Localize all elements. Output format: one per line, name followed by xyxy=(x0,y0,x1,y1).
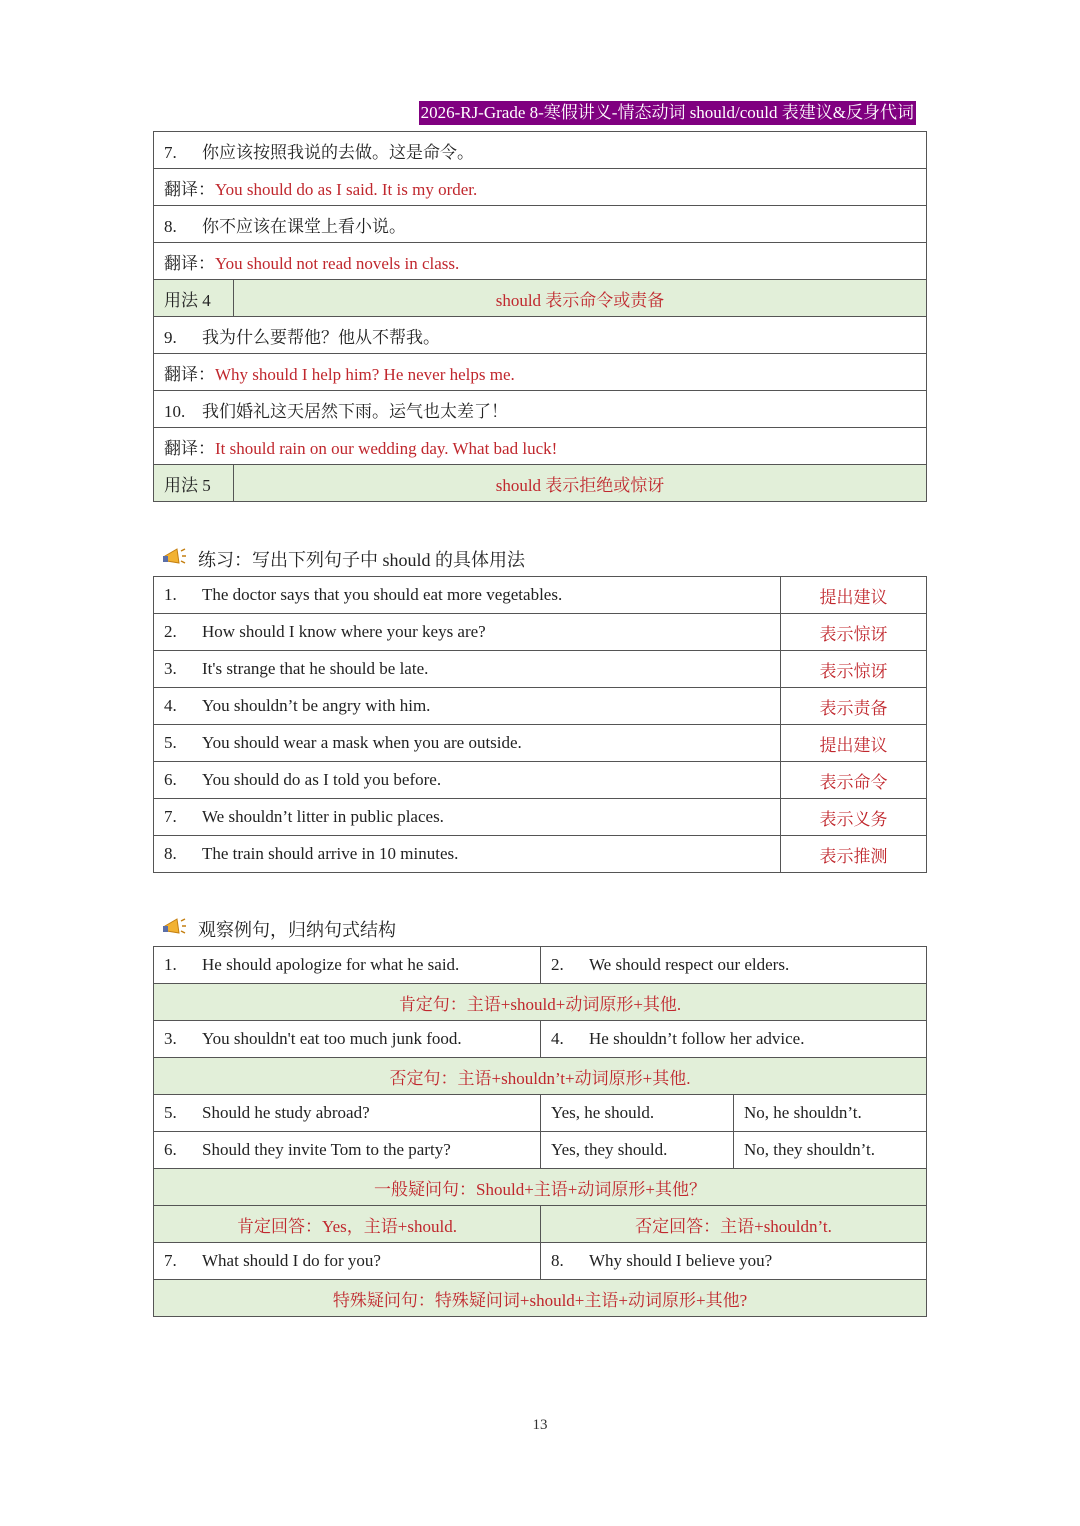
practice-sentence: The train should arrive in 10 minutes. xyxy=(202,844,459,863)
practice-answer: 表示命令 xyxy=(781,762,927,799)
table-row xyxy=(154,1243,927,1280)
translation-text: You should not read novels in class. xyxy=(215,253,460,273)
special-question-rule: 特殊疑问句：特殊疑问词+should+主语+动词原形+其他? xyxy=(154,1280,927,1317)
usage-table xyxy=(153,131,927,502)
table-row xyxy=(154,799,927,836)
question-sentence: Should he study abroad? xyxy=(202,1103,370,1122)
row-number: 5. xyxy=(164,733,177,752)
megaphone-icon xyxy=(162,547,188,569)
document-header-title: 2026-RJ-Grade 8-寒假讲义-情态动词 should/could 表建议&反身代词 xyxy=(419,101,916,125)
usage-label: 用法 4 xyxy=(154,280,234,317)
example-sentence: We should respect our elders. xyxy=(589,955,790,974)
table-row xyxy=(154,725,927,762)
translation-label: 翻译： xyxy=(164,253,215,273)
table-row xyxy=(154,947,927,984)
practice-sentence: How should I know where your keys are? xyxy=(202,622,486,641)
positive-answer-rule: 肯定回答：Yes，主语+should. xyxy=(154,1206,541,1243)
usage-description: should 表示拒绝或惊讶 xyxy=(234,465,927,502)
affirmative-rule: 肯定句：主语+should+动词原形+其他. xyxy=(154,984,927,1021)
translation-text: Why should I help him? He never helps me. xyxy=(215,364,515,384)
row-number: 8. xyxy=(551,1251,564,1270)
chinese-sentence: 我们婚礼这天居然下雨。运气也太差了！ xyxy=(202,401,508,421)
table-row xyxy=(154,317,927,354)
practice-sentence: We shouldn’t litter in public places. xyxy=(202,807,444,826)
chinese-sentence: 你不应该在课堂上看小说。 xyxy=(202,216,406,236)
practice-sentence: It's strange that he should be late. xyxy=(202,659,429,678)
practice-answer: 提出建议 xyxy=(781,577,927,614)
general-question-rule: 一般疑问句：Should+主语+动词原形+其他？ xyxy=(154,1169,927,1206)
structure-title-text: 观察例句，归纳句式结构 xyxy=(198,920,396,940)
row-number: 8. xyxy=(164,216,177,236)
yes-answer: Yes, they should. xyxy=(541,1132,734,1169)
no-answer: No, he shouldn’t. xyxy=(734,1095,927,1132)
row-number: 2. xyxy=(551,955,564,974)
example-sentence: Why should I believe you? xyxy=(589,1251,773,1270)
practice-answer: 表示义务 xyxy=(781,799,927,836)
chinese-sentence: 我为什么要帮他？他从不帮我。 xyxy=(202,327,440,347)
row-number: 7. xyxy=(164,1251,177,1270)
question-sentence: Should they invite Tom to the party? xyxy=(202,1140,451,1159)
usage-row xyxy=(154,465,927,502)
yes-answer: Yes, he should. xyxy=(541,1095,734,1132)
row-number: 2. xyxy=(164,622,177,641)
rule-row xyxy=(154,1058,927,1095)
usage-label: 用法 5 xyxy=(154,465,234,502)
table-row xyxy=(154,243,927,280)
row-number: 7. xyxy=(164,807,177,826)
practice-sentence: You shouldn’t be angry with him. xyxy=(202,696,431,715)
row-number: 3. xyxy=(164,1029,177,1048)
negative-answer-rule: 否定回答：主语+shouldn’t. xyxy=(541,1206,927,1243)
row-number: 9. xyxy=(164,327,177,347)
translation-label: 翻译： xyxy=(164,438,215,458)
row-number: 6. xyxy=(164,1140,177,1159)
rule-row xyxy=(154,1280,927,1317)
table-row xyxy=(154,614,927,651)
no-answer: No, they shouldn’t. xyxy=(734,1132,927,1169)
row-number: 8. xyxy=(164,844,177,863)
table-row xyxy=(154,577,927,614)
practice-sentence: The doctor says that you should eat more vegetables. xyxy=(202,585,563,604)
rule-row xyxy=(154,984,927,1021)
translation-text: You should do as I said. It is my order. xyxy=(215,179,478,199)
translation-label: 翻译： xyxy=(164,179,215,199)
row-number: 1. xyxy=(164,585,177,604)
table-row xyxy=(154,651,927,688)
page-number: 13 xyxy=(532,1417,548,1433)
table-row xyxy=(154,762,927,799)
table-row xyxy=(154,391,927,428)
table-row xyxy=(154,1021,927,1058)
usage-description: should 表示命令或责备 xyxy=(234,280,927,317)
structure-title xyxy=(162,917,396,943)
table-row xyxy=(154,428,927,465)
negative-rule: 否定句：主语+shouldn’t+动词原形+其他. xyxy=(154,1058,927,1095)
row-number: 10. xyxy=(164,401,186,421)
translation-text: It should rain on our wedding day. What bad luck! xyxy=(215,438,558,458)
table-row xyxy=(154,836,927,873)
practice-title-text: 练习：写出下列句子中 should 的具体用法 xyxy=(198,550,526,570)
rule-row xyxy=(154,1169,927,1206)
practice-answer: 表示推测 xyxy=(781,836,927,873)
usage-row xyxy=(154,280,927,317)
practice-answer: 表示惊讶 xyxy=(781,651,927,688)
table-row xyxy=(154,206,927,243)
table-row xyxy=(154,688,927,725)
table-row xyxy=(154,354,927,391)
chinese-sentence: 你应该按照我说的去做。这是命令。 xyxy=(202,142,474,162)
practice-sentence: You should wear a mask when you are outside. xyxy=(202,733,522,752)
row-number: 7. xyxy=(164,142,177,162)
example-sentence: He shouldn’t follow her advice. xyxy=(589,1029,805,1048)
table-row xyxy=(154,132,927,169)
structure-table xyxy=(153,946,927,1317)
translation-label: 翻译： xyxy=(164,364,215,384)
practice-table xyxy=(153,576,927,873)
practice-sentence: You should do as I told you before. xyxy=(202,770,442,789)
practice-answer: 提出建议 xyxy=(781,725,927,762)
row-number: 5. xyxy=(164,1103,177,1122)
rule-row xyxy=(154,1206,927,1243)
row-number: 1. xyxy=(164,955,177,974)
practice-answer: 表示惊讶 xyxy=(781,614,927,651)
table-row xyxy=(154,1132,927,1169)
megaphone-icon xyxy=(162,917,188,939)
example-sentence: You shouldn't eat too much junk food. xyxy=(202,1029,462,1048)
row-number: 3. xyxy=(164,659,177,678)
practice-title xyxy=(162,547,525,573)
row-number: 4. xyxy=(164,696,177,715)
row-number: 4. xyxy=(551,1029,564,1048)
practice-answer: 表示责备 xyxy=(781,688,927,725)
table-row xyxy=(154,169,927,206)
table-row xyxy=(154,1095,927,1132)
example-sentence: What should I do for you? xyxy=(202,1251,381,1270)
example-sentence: He should apologize for what he said. xyxy=(202,955,460,974)
row-number: 6. xyxy=(164,770,177,789)
